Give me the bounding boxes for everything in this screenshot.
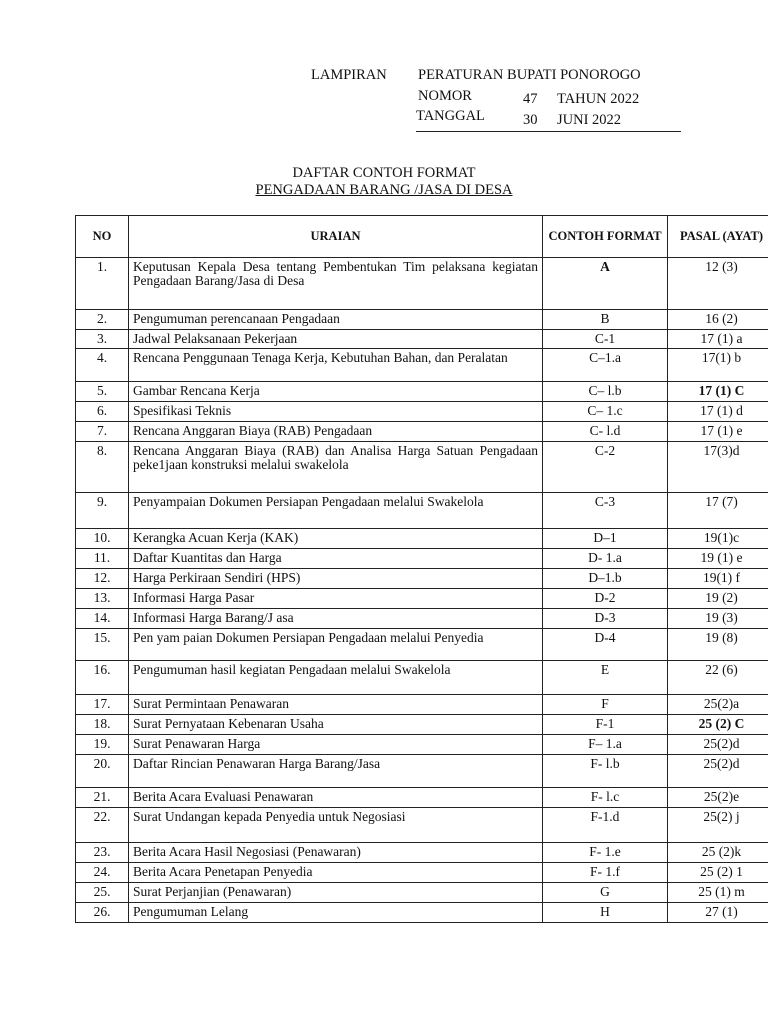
row-no: 26. [76, 903, 129, 923]
table-row [76, 349, 768, 382]
row-contoh-format: D–1 [543, 529, 668, 549]
row-no: 16. [76, 661, 129, 695]
row-uraian: Kerangka Acuan Kerja (KAK) [129, 529, 543, 549]
row-no: 5. [76, 382, 129, 402]
row-uraian: Daftar Rincian Penawaran Harga Barang/Jasa [129, 755, 543, 788]
row-contoh-format: D-2 [543, 589, 668, 609]
row-contoh-format: F- l.c [543, 788, 668, 808]
table-row [76, 715, 768, 735]
row-pasal: 19 (2) [668, 589, 768, 609]
row-uraian: Rencana Anggaran Biaya (RAB) Pengadaan [129, 422, 543, 442]
row-no: 1. [76, 258, 129, 310]
row-pasal: 25(2)e [668, 788, 768, 808]
row-pasal: 25(2)d [668, 755, 768, 788]
table-row [76, 843, 768, 863]
table-row [76, 442, 768, 493]
row-no: 9. [76, 493, 129, 529]
row-pasal: 19(1) f [668, 569, 768, 589]
tanggal-label: TANGGAL [416, 108, 485, 124]
row-uraian: Berita Acara Evaluasi Penawaran [129, 788, 543, 808]
table-row [76, 788, 768, 808]
row-no: 4. [76, 349, 129, 382]
table-row [76, 402, 768, 422]
lampiran-label: LAMPIRAN [311, 67, 387, 83]
row-contoh-format: F-1 [543, 715, 668, 735]
table-row [76, 549, 768, 569]
row-contoh-format: D-4 [543, 629, 668, 661]
table-row [76, 422, 768, 442]
row-no: 22. [76, 808, 129, 843]
row-contoh-format: H [543, 903, 668, 923]
row-uraian: Rencana Anggaran Biaya (RAB) dan Analisa Harga Satuan Pengadaan peke1jaan konstruksi melalui swakelola [129, 442, 543, 493]
row-uraian: Pengumuman perencanaan Pengadaan [129, 310, 543, 330]
row-pasal: 19 (3) [668, 609, 768, 629]
table-row [76, 310, 768, 330]
row-uraian: Keputusan Kepala Desa tentang Pembentukan Tim pelaksana kegiatan Pengadaan Barang/Jasa di Desa [129, 258, 543, 310]
table-row [76, 382, 768, 402]
row-pasal: 19 (1) e [668, 549, 768, 569]
row-uraian: Pengumuman Lelang [129, 903, 543, 923]
row-pasal: 17 (1) e [668, 422, 768, 442]
row-contoh-format: F– 1.a [543, 735, 668, 755]
row-contoh-format: F- l.b [543, 755, 668, 788]
row-no: 11. [76, 549, 129, 569]
table-row [76, 258, 768, 310]
row-no: 12. [76, 569, 129, 589]
table-body [76, 258, 768, 923]
row-uraian: Jadwal Pelaksanaan Pekerjaan [129, 330, 543, 349]
row-contoh-format: F- 1.e [543, 843, 668, 863]
row-pasal: 22 (6) [668, 661, 768, 695]
row-uraian: Pengumuman hasil kegiatan Pengadaan melalui Swakelola [129, 661, 543, 695]
row-pasal: 17(3)d [668, 442, 768, 493]
row-contoh-format: D-3 [543, 609, 668, 629]
table-row [76, 695, 768, 715]
row-no: 17. [76, 695, 129, 715]
table-row [76, 863, 768, 883]
row-no: 10. [76, 529, 129, 549]
row-pasal: 19(1)c [668, 529, 768, 549]
row-no: 20. [76, 755, 129, 788]
table-header-row [76, 216, 768, 258]
row-uraian: Pen yam paian Dokumen Persiapan Pengadaan melalui Penyedia [129, 629, 543, 661]
row-pasal: 17 (1) C [668, 382, 768, 402]
row-pasal: 19 (8) [668, 629, 768, 661]
header-contoh-format: CONTOH FORMAT [543, 216, 668, 258]
row-uraian: Spesifikasi Teknis [129, 402, 543, 422]
nomor-value: 47 [523, 91, 538, 107]
row-pasal: 25(2) j [668, 808, 768, 843]
row-pasal: 25 (1) m [668, 883, 768, 903]
row-uraian: Harga Perkiraan Sendiri (HPS) [129, 569, 543, 589]
row-no: 6. [76, 402, 129, 422]
row-pasal: 17 (1) a [668, 330, 768, 349]
document-title: DAFTAR CONTOH FORMAT [292, 165, 476, 181]
table-row [76, 755, 768, 788]
row-contoh-format: D–1.b [543, 569, 668, 589]
row-uraian: Rencana Penggunaan Tenaga Kerja, Kebutuhan Bahan, dan Peralatan [129, 349, 543, 382]
row-no: 2. [76, 310, 129, 330]
row-no: 8. [76, 442, 129, 493]
table-row [76, 903, 768, 923]
row-contoh-format: C-2 [543, 442, 668, 493]
row-contoh-format: F-1.d [543, 808, 668, 843]
header-pasal: PASAL (AYAT) [668, 216, 768, 258]
row-contoh-format: D- 1.a [543, 549, 668, 569]
table-row [76, 569, 768, 589]
row-pasal: 12 (3) [668, 258, 768, 310]
row-contoh-format: G [543, 883, 668, 903]
row-contoh-format: F- 1.f [543, 863, 668, 883]
table-row [76, 330, 768, 349]
row-uraian: Informasi Harga Pasar [129, 589, 543, 609]
row-pasal: 27 (1) [668, 903, 768, 923]
row-contoh-format: C–1.a [543, 349, 668, 382]
table-row [76, 661, 768, 695]
row-pasal: 17(1) b [668, 349, 768, 382]
row-contoh-format: C-3 [543, 493, 668, 529]
row-uraian: Surat Permintaan Penawaran [129, 695, 543, 715]
row-pasal: 17 (1) d [668, 402, 768, 422]
row-contoh-format: A [543, 258, 668, 310]
row-pasal: 17 (7) [668, 493, 768, 529]
row-contoh-format: B [543, 310, 668, 330]
row-pasal: 25 (2)k [668, 843, 768, 863]
table-row [76, 629, 768, 661]
row-no: 21. [76, 788, 129, 808]
header-no: NO [76, 216, 129, 258]
row-pasal: 16 (2) [668, 310, 768, 330]
row-contoh-format: C– l.b [543, 382, 668, 402]
row-no: 23. [76, 843, 129, 863]
table-row [76, 735, 768, 755]
header-uraian: URAIAN [129, 216, 543, 258]
document-subtitle [0, 182, 768, 199]
row-contoh-format: E [543, 661, 668, 695]
table-row [76, 493, 768, 529]
row-uraian: Informasi Harga Barang/J asa [129, 609, 543, 629]
row-uraian: Berita Acara Penetapan Penyedia [129, 863, 543, 883]
document-subtitle-text: PENGADAAN BARANG /JASA DI DESA [255, 182, 513, 198]
format-table [75, 215, 768, 923]
header-underline [416, 131, 681, 132]
table-row [76, 589, 768, 609]
row-pasal: 25(2)a [668, 695, 768, 715]
tanggal-month-year: JUNI 2022 [557, 112, 622, 128]
row-uraian: Gambar Rencana Kerja [129, 382, 543, 402]
row-no: 25. [76, 883, 129, 903]
row-no: 3. [76, 330, 129, 349]
row-no: 19. [76, 735, 129, 755]
row-contoh-format: C- l.d [543, 422, 668, 442]
row-uraian: Surat Penawaran Harga [129, 735, 543, 755]
peraturan-title: PERATURAN BUPATI PONOROGO [418, 67, 641, 83]
row-uraian: Surat Perjanjian (Penawaran) [129, 883, 543, 903]
table-row [76, 808, 768, 843]
row-pasal: 25 (2) C [668, 715, 768, 735]
tahun-value: TAHUN 2022 [557, 91, 640, 107]
row-no: 7. [76, 422, 129, 442]
row-contoh-format: C– 1.c [543, 402, 668, 422]
row-contoh-format: C-1 [543, 330, 668, 349]
row-uraian: Surat Pernyataan Kebenaran Usaha [129, 715, 543, 735]
row-no: 24. [76, 863, 129, 883]
nomor-label: NOMOR [418, 88, 472, 104]
row-uraian: Penyampaian Dokumen Persiapan Pengadaan melalui Swakelola [129, 493, 543, 529]
table-row [76, 609, 768, 629]
tanggal-day: 30 [523, 112, 538, 128]
row-pasal: 25(2)d [668, 735, 768, 755]
row-no: 18. [76, 715, 129, 735]
table-row [76, 529, 768, 549]
row-no: 13. [76, 589, 129, 609]
row-pasal: 25 (2) 1 [668, 863, 768, 883]
table-row [76, 883, 768, 903]
row-uraian: Surat Undangan kepada Penyedia untuk Negosiasi [129, 808, 543, 843]
row-uraian: Berita Acara Hasil Negosiasi (Penawaran) [129, 843, 543, 863]
row-no: 14. [76, 609, 129, 629]
row-uraian: Daftar Kuantitas dan Harga [129, 549, 543, 569]
row-contoh-format: F [543, 695, 668, 715]
row-no: 15. [76, 629, 129, 661]
